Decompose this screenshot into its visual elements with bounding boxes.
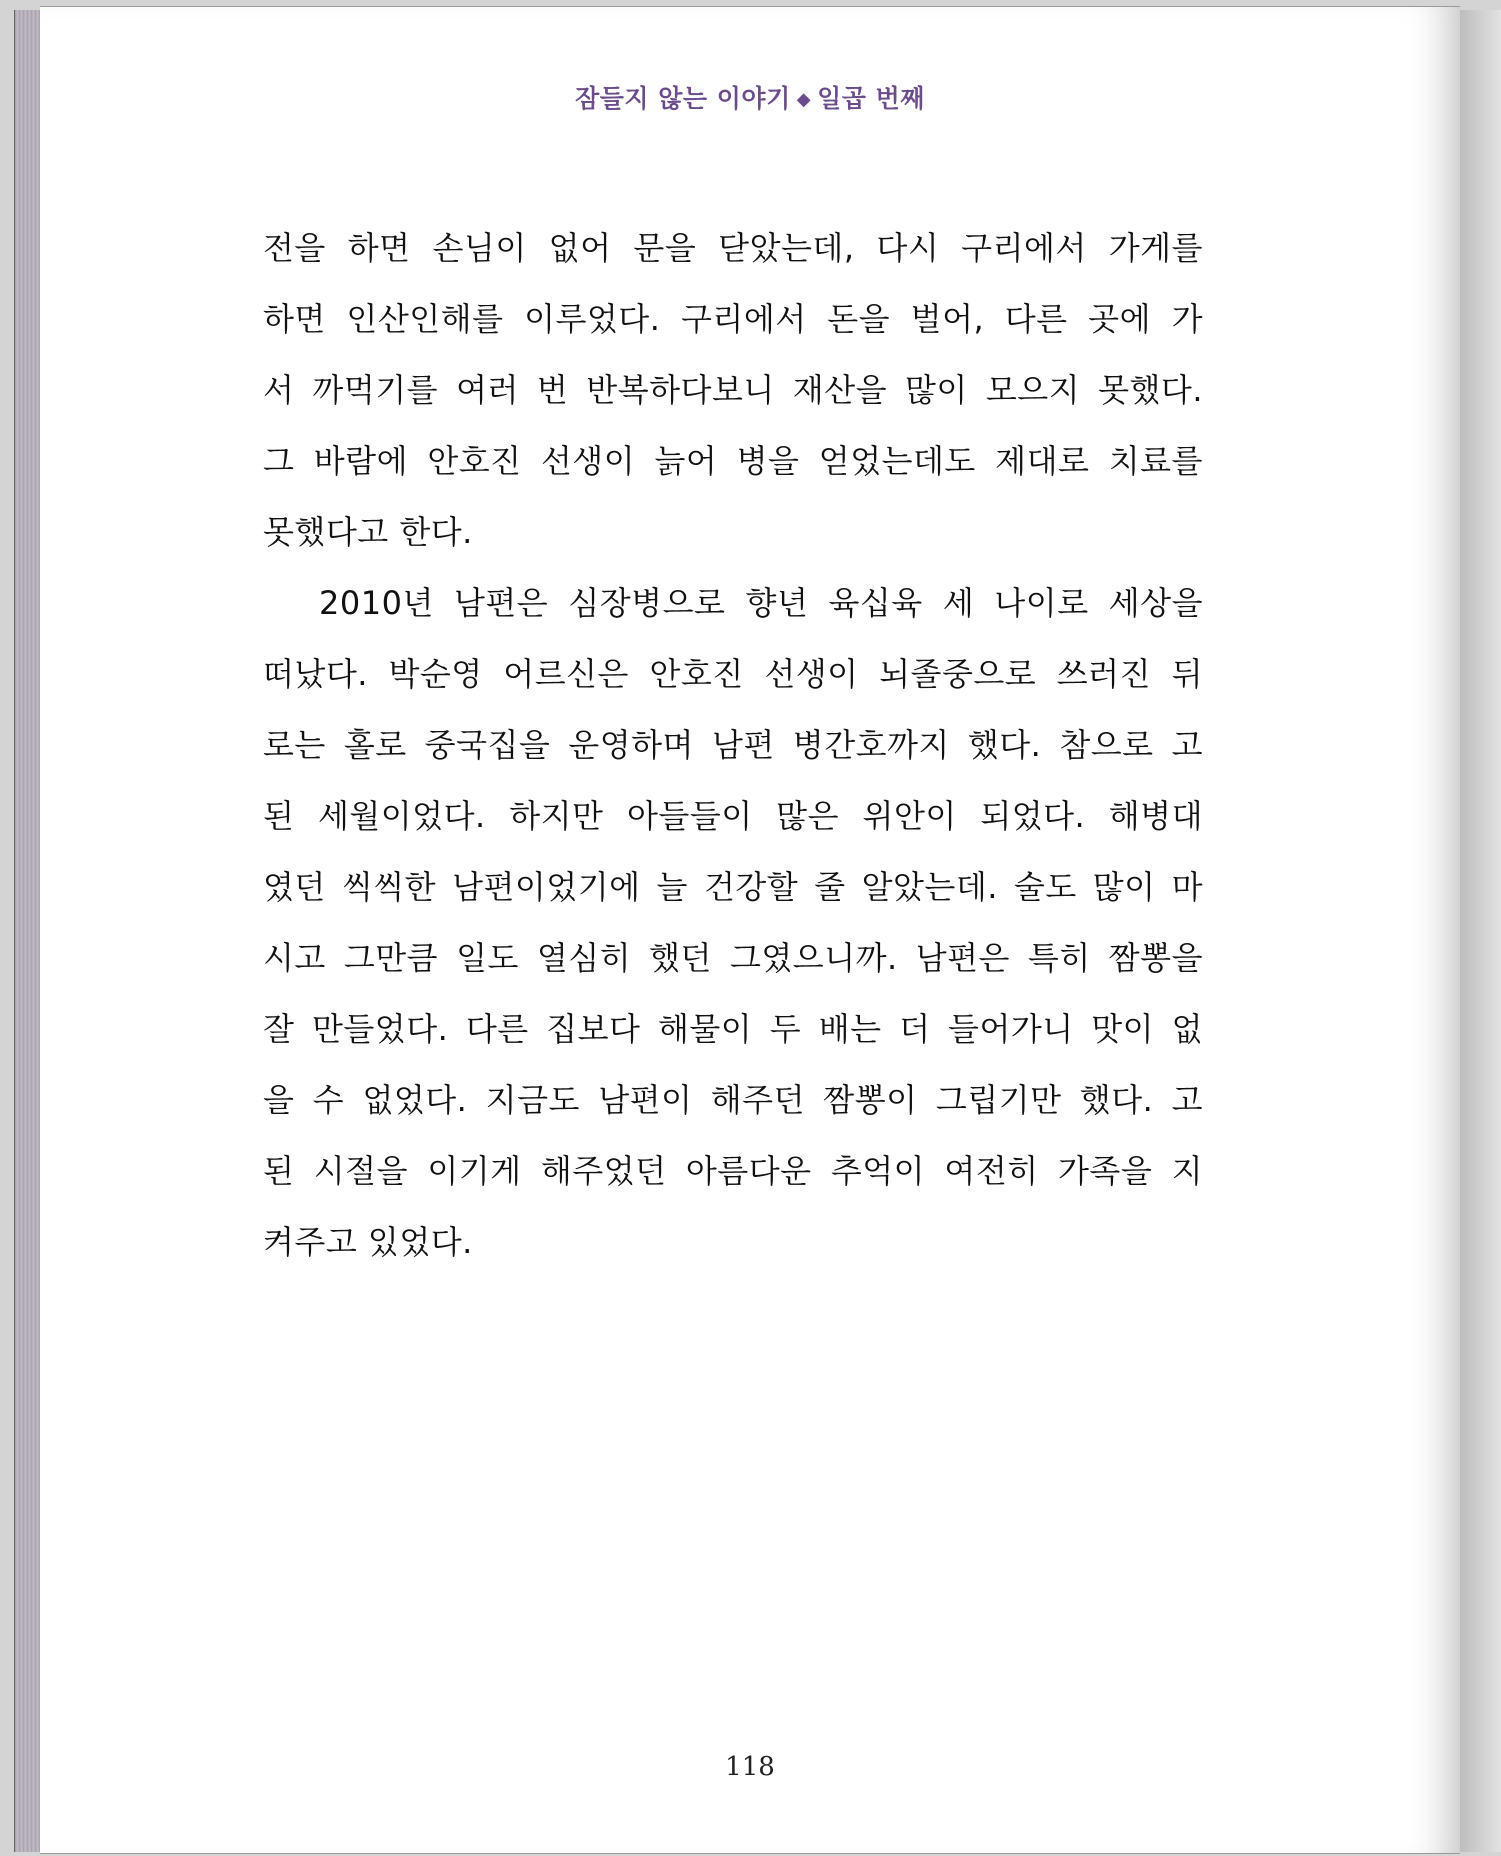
page-number: 118	[725, 1752, 775, 1782]
paragraph-2	[263, 568, 1203, 1278]
text-line: 하면 인산인해를 이루었다. 구리에서 돈을 벌어, 다른 곳에 가	[263, 300, 1203, 338]
text-line: 로는 홀로 중국집을 운영하며 남편 병간호까지 했다. 참으로 고	[263, 726, 1203, 764]
running-header	[40, 79, 1460, 115]
text-line: 서 까먹기를 여러 번 반복하다보니 재산을 많이 모으지 못했다.	[263, 371, 1203, 409]
header-book-title: 잠들지 않는 이야기	[575, 84, 791, 113]
text-line: 못했다고 한다.	[263, 513, 473, 551]
text-line: 시고 그만큼 일도 열심히 했던 그였으니까. 남편은 특히 짬뽕을	[263, 939, 1203, 977]
book-page	[40, 6, 1460, 1854]
text-line: 을 수 없었다. 지금도 남편이 해주던 짬뽕이 그립기만 했다. 고	[263, 1081, 1203, 1119]
text-line: 그 바람에 안호진 선생이 늙어 병을 얻었는데도 제대로 치료를	[263, 442, 1203, 480]
text-line: 떠났다. 박순영 어르신은 안호진 선생이 뇌졸중으로 쓰러진 뒤	[263, 655, 1203, 693]
text-line: 켜주고 있었다.	[263, 1223, 473, 1261]
page-shadow	[1460, 10, 1501, 1852]
text-line: 된 세월이었다. 하지만 아들들이 많은 위안이 되었다. 해병대	[263, 797, 1203, 835]
text-line: 잘 만들었다. 다른 집보다 해물이 두 배는 더 들어가니 맛이 없	[263, 1010, 1203, 1048]
text-line: 전을 하면 손님이 없어 문을 닫았는데, 다시 구리에서 가게를	[263, 229, 1203, 267]
text-line: 2010년 남편은 심장병으로 향년 육십육 세 나이로 세상을	[319, 584, 1203, 622]
text-line: 였던 씩씩한 남편이었기에 늘 건강할 줄 알았는데. 술도 많이 마	[263, 868, 1203, 906]
text-line: 된 시절을 이기게 해주었던 아름다운 추억이 여전히 가족을 지	[263, 1152, 1203, 1190]
header-chapter: 일곱 번째	[817, 84, 925, 113]
body-text	[263, 213, 1203, 1278]
diamond-icon: ◆	[796, 89, 812, 110]
paragraph-1	[263, 213, 1203, 568]
